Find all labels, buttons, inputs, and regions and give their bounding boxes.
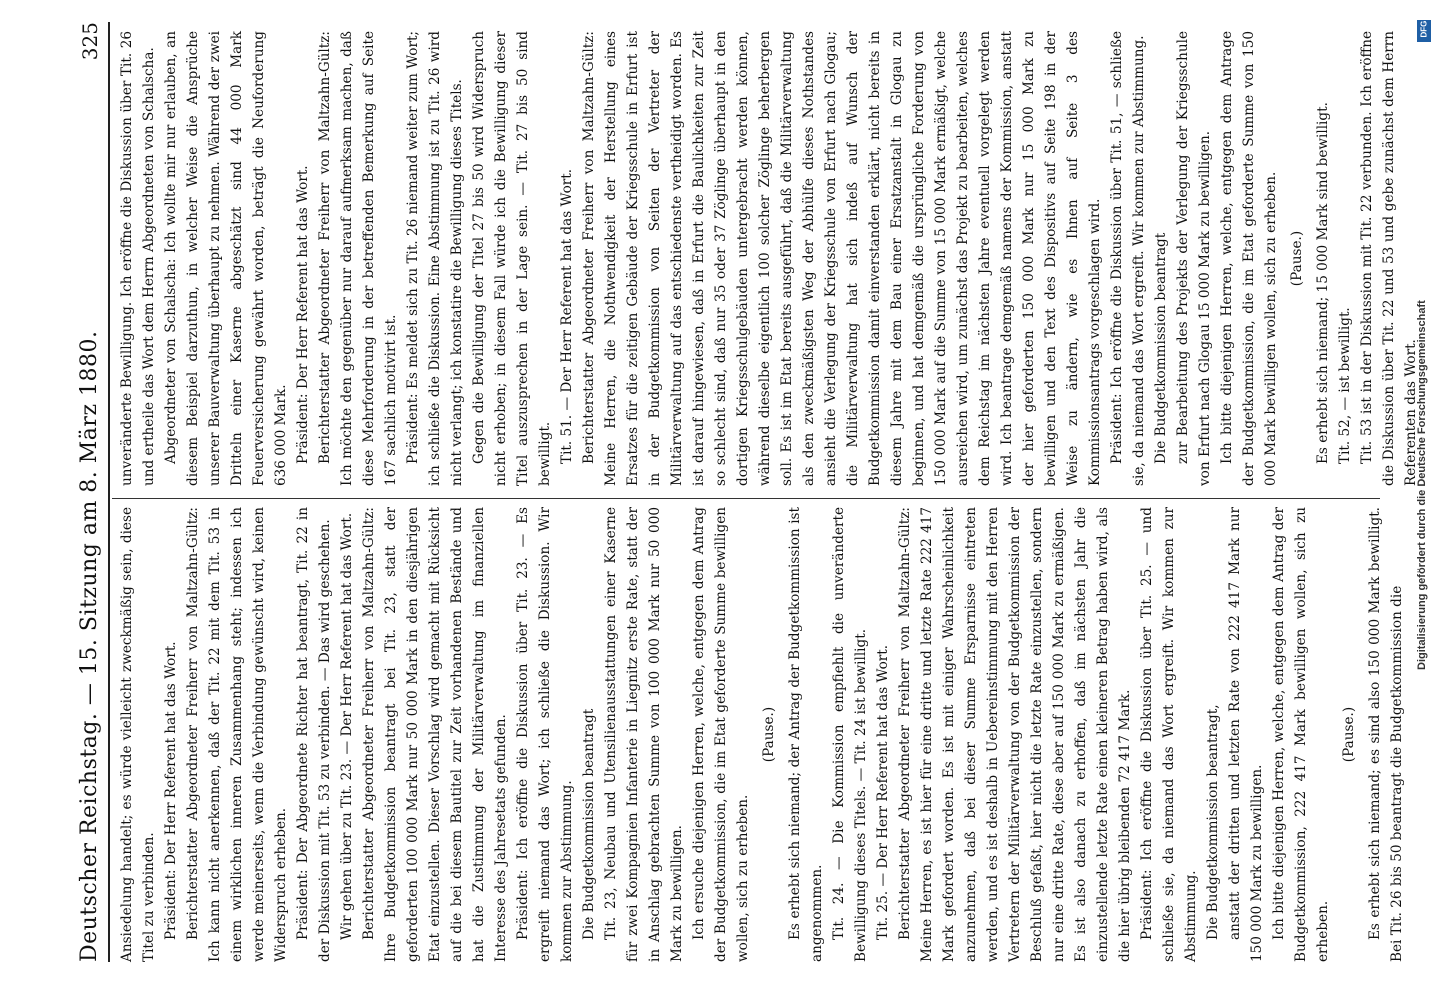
paragraph: Tit. 25. — Der Herr Referent hat das Wort. <box>875 644 891 940</box>
right-column <box>116 31 1419 486</box>
paragraph: (Pause.) <box>1341 706 1357 763</box>
paragraph: Berichterstatter Abgeordneter Freiherr von Maltzahn-Gültz: Ich möchte den gegenüber nur darauf aufmerksam machen, daß diese Mehrforderung in der betreffenden Bemerkung auf Seite 167 sachlich motivirt ist. <box>317 31 399 486</box>
paragraph: Wir gehen über zu Tit. 23. — Der Herr Referent hat das Wort. <box>339 512 355 940</box>
paragraph: Präsident: Der Herr Referent hat das Wort. <box>163 641 179 940</box>
paragraph: Gegen die Bewilligung der Titel 27 bis 50 wird Widerspruch nicht erhoben; in diesem Fall würde ich die Bewilligung dieser Titel auszusprechen in der Lage sein. — Tit. 27 bis 50 sind bewilligt. <box>471 31 553 486</box>
column-divider <box>112 498 1380 499</box>
paragraph: Ansiedelung handelt; es würde vielleicht zweckmäßig sein, diese Titel zu verbinden. <box>119 507 157 962</box>
paragraph: Tit. 24. — Die Kommission empfiehlt die unveränderte Bewilligung dieses Titels. — Tit. 24 ist bewilligt. <box>831 507 869 962</box>
paragraph: Berichterstatter Abgeordneter Freiherr von Maltzahn-Gültz: Meine Herren, es ist hier für eine dritte und letzte Rate 222 417 Mark gefordert worden. Es ist mit einiger Wahrscheinlichkeit anzunehmen, daß bei dieser Summe Ersparnisse eintreten werden, und es ist deshalb in Uebereinstimmung mit den Herren Vertretern der Militärverwaltung von der Budgetkommission der Beschluß gefaßt, hier nicht die letzte Rate einzustellen, sondern nur eine dritte Rate, diese aber auf 150 000 Mark zu ermäßigen. Es ist also danach zu erhoffen, daß im nächsten Jahr die einzustellende letzte Rate einen kleineren Betrag haben wird, als die hier übrig bleibenden 72 417 Mark. <box>897 507 1133 962</box>
paragraph: Präsident: Ich eröffne die Diskussion über Tit. 25. — und schließe sie, da niemand das Wort ergreift. Wir kommen zur Abstimmung. <box>1139 507 1199 962</box>
paragraph: Berichterstatter Abgeordneter Freiherr von Maltzahn-Gültz: Ihre Budgetkommission beantragt bei Tit. 23, statt der geforderten 100 000 Mark nur 50 000 Mark in den diesjährigen Etat einzustellen. Dieser Vorschlag wird gemacht mit Rücksicht auf die bei diesem Bautitel zur Zeit vorhandenen Bestände und hat die Zustimmung der Militärverwaltung im finanziellen Interesse des Jahresetats gefunden. <box>361 507 509 962</box>
paragraph: (Pause.) <box>761 706 777 763</box>
paragraph: Ich bitte diejenigen Herren, welche, entgegen dem Antrag der Budgetkommission, 222 417 Mark bewilligen wollen, sich zu erheben. <box>1271 507 1331 962</box>
paragraph: Tit. 23, Neubau und Utensilienausstattungen einer Kaserne für zwei Kompagnien Infanterie in Liegnitz erste Rate, statt der in Anschlag gebrachten Summe von 100 000 Mark nur 50 000 Mark zu bewilligen. <box>603 507 685 962</box>
paragraph: Die Budgetkommission beantragt <box>1153 232 1169 464</box>
paragraph: (Pause.) <box>1289 230 1305 287</box>
paragraph: Präsident: Ich eröffne die Diskussion über Tit. 51, — schließe sie, da niemand das Wort ergreift. Wir kommen zur Abstimmung. <box>1109 31 1147 486</box>
paragraph: zur Bearbeitung des Projekts der Verlegung der Kriegsschule von Erfurt nach Glogau 15 000 Mark zu bewilligen. <box>1175 31 1213 486</box>
paragraph: Berichterstatter Abgeordneter Freiherr von Maltzahn-Gültz: Ich kann nicht anerkennen, daß der Tit. 22 mit dem Tit. 53 in einem wirklichen inneren Zusammenhang steht; indessen ich werde meinerseits, wenn die Verbindung gewünscht wird, keinen Widerspruch erheben. <box>185 507 289 962</box>
left-column <box>116 507 1405 962</box>
paragraph: Präsident: Der Herr Referent hat das Wort. <box>295 165 311 464</box>
running-head: Deutscher Reichstag. — 15. Sitzung am 8. März 1880. <box>77 330 102 962</box>
digitization-note-text: Digitalisierung gefördert durch die Deutsche Forschungsgemeinschaft <box>1416 300 1428 670</box>
paragraph: Tit. 51. — Der Herr Referent hat das Wort. <box>559 168 575 464</box>
paragraph: Die Budgetkommission beantragt, <box>1205 704 1221 940</box>
paragraph: Präsident: Der Abgeordnete Richter hat beantragt, Tit. 22 in der Diskussion mit Tit. 53 zu verbinden. — Das wird geschehen. <box>295 507 333 962</box>
digitization-note <box>1416 0 1432 1000</box>
paragraph: Abgeordneter von Schalscha: Ich wollte mir nur erlauben, an diesem Beispiel darzuthun, in welcher Weise die Ansprüche unserer Bauverwaltung überhaupt zu nehmen. Während der zwei Dritteln einer Kaserne abgeschätzt sind 44 000 Mark Feuerversicherung gewährt worden, beträgt die Neuforderung 636 000 Mark. <box>163 31 289 486</box>
page-number: 325 <box>78 22 102 61</box>
paragraph: anstatt der dritten und letzten Rate von 222 417 Mark nur 150 000 Mark zu bewilligen. <box>1227 507 1265 962</box>
paragraph: Berichterstatter Abgeordneter Freiherr von Maltzahn-Gültz: Meine Herren, die Nothwendigkeit der Herstellung eines Ersatzes für die zeitigen Gebäude der Kriegsschule in Erfurt ist in der Budgetkommission von Seiten der Vertreter der Militärverwaltung auf das entschiedenste vertheidigt worden. Es ist darauf hingewiesen, daß in Erfurt die Baulichkeiten zur Zeit so schlecht sind, daß nur 35 oder 37 Zöglinge überhaupt in den dortigen Kriegsschulgebäuden untergebracht werden können, während dieselbe eigentlich 100 solcher Zöglinge beherbergen soll. Es ist im Etat bereits ausgeführt, daß die Militärverwaltung als den zweckmäßigsten Weg der Abhülfe dieses Nothstandes ansieht die Verlegung der Kriegsschule von Erfurt nach Glogau; die Militärverwaltung hat sich indeß auf Wunsch der Budgetkommission damit einverstanden erklärt, nicht bereits in diesem Jahre mit dem Bau einer Ersatzanstalt in Glogau zu beginnen, und hat demgemäß die ursprüngliche Forderung von 150 000 Mark auf die Summe von 15 000 Mark ermäßigt, welche ausreichen wird, um zunächst das Projekt zu bearbeiten, welches dem Reichstag im nächsten Jahre eventuell vorgelegt werden wird. Ich beantrage demgemäß namens der Kommission, anstatt der hier geforderten 150 000 Mark nur 15 000 Mark zu bewilligen und den Text des Dispositivs auf Seite 198 in der Weise zu ändern, wie es Ihnen auf Seite 3 des Kommissionsantrags vorgeschlagen wird. <box>581 31 1103 486</box>
paragraph: Es erhebt sich niemand; es sind also 150 000 Mark bewilligt. Bei Tit. 26 bis 50 beantragt die Budgetkommission die <box>1367 507 1405 962</box>
paragraph: Es erhebt sich niemand; 15 000 Mark sind bewilligt. <box>1315 102 1331 464</box>
paragraph: Ich bitte diejenigen Herren, welche, entgegen dem Antrage der Budgetkommission, die im Etat geforderte Summe von 150 000 Mark bewilligen wollen, sich zu erheben. <box>1219 31 1279 486</box>
paragraph: Die Budgetkommission beantragt <box>581 708 597 940</box>
paragraph: Tit. 52, — ist bewilligt. <box>1337 307 1353 464</box>
paragraph: unveränderte Bewilligung. Ich eröffne die Diskussion über Tit. 26 und ertheile das Wort dem Herrn Abgeordneten von Schalscha. <box>119 31 157 486</box>
dfg-logo <box>1417 20 1431 42</box>
paragraph: Tit. 53 ist in der Diskussion mit Tit. 22 verbunden. Ich eröffne die Diskussion über Tit. 22 und 53 und gebe zunächst dem Herrn Referenten das Wort. <box>1359 31 1419 486</box>
paragraph: Ich ersuche diejenigen Herren, welche, entgegen dem Antrag der Budgetkommission, die im Etat geforderte Summe bewilligen wollen, sich zu erheben. <box>691 507 751 962</box>
page-header <box>60 22 110 962</box>
paragraph: Es erhebt sich niemand; der Antrag der Budgetkommission ist angenommen. <box>787 507 825 962</box>
dfg-logo-text: DFG <box>1419 20 1429 38</box>
paragraph: Präsident: Ich eröffne die Diskussion über Tit. 23. — Es ergreift niemand das Wort; ich schließe die Diskussion. Wir kommen zur Abstimmung. <box>515 507 575 962</box>
paragraph: Präsident: Es meldet sich zu Tit. 26 niemand weiter zum Wort; ich schließe die Diskussion. Eine Abstimmung ist zu Tit. 26 wird nicht verlangt; ich konstatire die Bewilligung dieses Titels. <box>405 31 465 486</box>
